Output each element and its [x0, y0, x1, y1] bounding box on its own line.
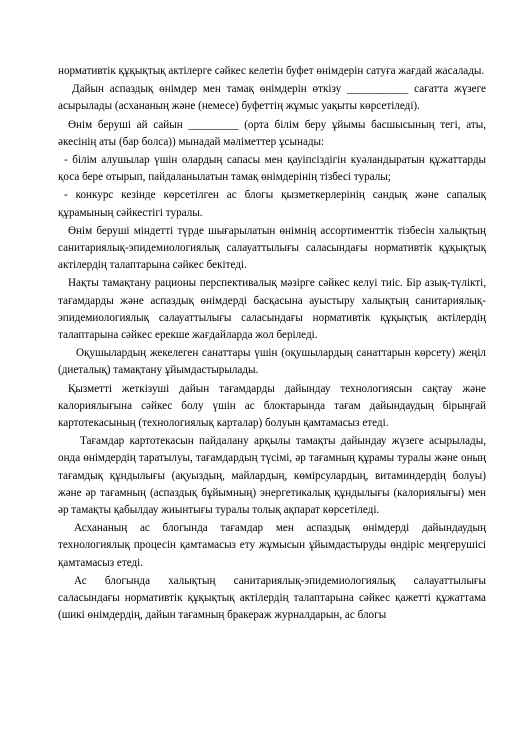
paragraph-diet-meals: Оқушылардың жекелеген санаттары үшін (оқушылардың санаттарын көрсету) жеңіл (диеталық) тамақтану ұйымдастырылады. — [58, 347, 486, 377]
paragraph-card-index: Тағамдар картотекасын пайдалану арқылы тамақты дайындау жүзеге асырылады, онда өнімдердің таратылуы, тағамдардың түсімі, әр тағамның құрамы туралы және оның тағамдық құндылығы (ақуыздың, майлардың, көмірсулардың, витаминдердің болуы) және әр тағамның (аспаздық бұйымның) энергетикалық құндылығы (калориялығы) мен әр тамақты қабылдау жиынтығы туралы толық ақпарат көрсетіледі. — [58, 435, 486, 517]
list-item-food-list: - білім алушылар үшін олардың сапасы мен қауіпсіздігін куәландыратын құжаттарды қоса бере отырып, пайдаланылатын тамақ өнімдерінің тізбесі туралы; — [58, 154, 486, 184]
paragraph-monthly-report: Өнім беруші ай сайын _________ (орта білім беру ұйымы басшысының тегі, аты, әкесінің аты (бар болса)) мынадай мәліметтер ұсынады: — [58, 118, 486, 148]
paragraph-assortment: Өнім беруші міндетті түрде шығарылатын өнімнің ассортименттік тізбесін халықтың санитариялық-эпидемиологиялық салауаттылығы саласындағы нормативтік құқықтық актілердің талаптарына сәйкес бекітеді. — [58, 224, 486, 272]
paragraph-documentation: Ас блогында халықтың санитариялық-эпидемиологиялық салауаттылығы саласындағы нормативтік құқықтық актілердің талаптарына сәйкес қажетті құжаттама (шикі өнімдердің, дайын тағамның бракераж журналдарын, ас блогы — [58, 574, 486, 622]
paragraph-buffet-products: нормативтік құқықтық актілерге сәйкес келетін буфет өнімдерін сатуға жағдай жасалады. — [58, 65, 485, 77]
paragraph-recipe-cards: Қызметті жеткізуші дайын тағамдарды дайындау технологиясын сақтау және калориялығына сәйкес болу үшін ас блоктарында тағам дайындаудың бірыңғай картотекасының (технологиялық карталар) болуын қамтамасыз етеді. — [58, 382, 486, 430]
paragraph-production-manager: Асхананың ас блогында тағамдар мен аспаздық өнімдерді дайындаудың технологиялық процесін қамтамасыз ету жұмысын ұйымдастыруды өндіріс меңгерушісі қамтамасыз етеді. — [58, 522, 486, 569]
paragraph-ration: Нақты тамақтану рационы перспективалық мәзірге сәйкес келуі тиіс. Бір азық-түлікті, тағамдарды және аспаздық өнімдерді басқасына ауыстыру халықтың санитариялық-эпидемиологиялық салауаттылығы саласындағы нормативтік құқықтық актілердің талаптарына сәйкес ерекше жағдайларда жол беріледі. — [58, 277, 486, 342]
list-item-staff-composition: - конкурс кезінде көрсетілген ас блогы қызметкерлерінің сандық және сапалық құрамының сәйкестігі туралы. — [58, 189, 486, 219]
paragraph-sale-hours: Дайын аспаздық өнімдер мен тамақ өнімдерін өткізу ___________ сағатта жүзеге асырылады (асхананың және (немесе) буфеттің жұмыс уақыты көрсетіледі). — [58, 83, 486, 113]
